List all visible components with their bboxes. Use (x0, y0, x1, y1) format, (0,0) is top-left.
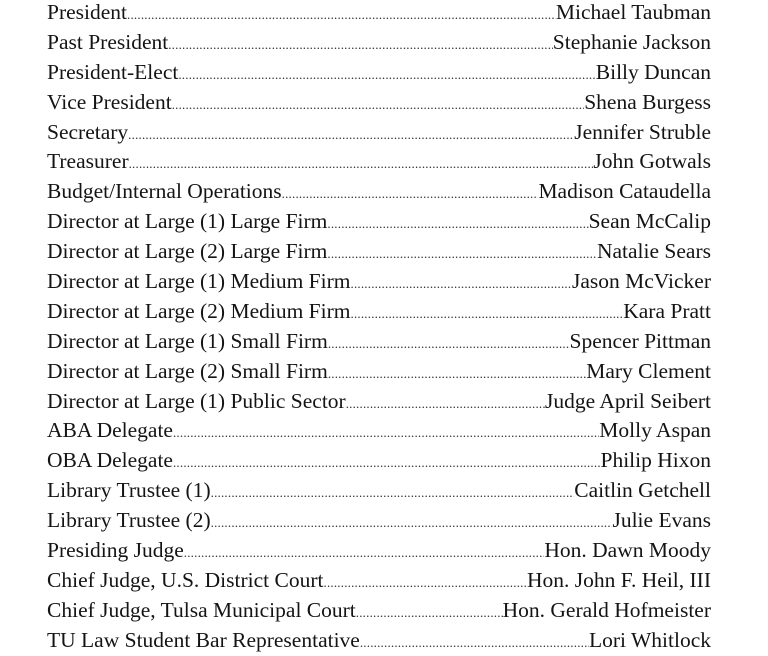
office-title: President-Elect (47, 59, 179, 84)
office-title: Director at Large (2) Small Firm (47, 358, 328, 383)
office-title: Treasurer (47, 149, 129, 174)
office-title: Library Trustee (1) (47, 478, 211, 503)
dot-leader (168, 38, 553, 51)
office-title: Library Trustee (2) (47, 508, 211, 533)
office-title: Director at Large (1) Large Firm (47, 209, 328, 234)
officer-name: Michael Taubman (555, 0, 711, 24)
dot-leader (173, 426, 599, 439)
roster-row (47, 327, 711, 357)
office-title: Director at Large (1) Small Firm (47, 328, 328, 353)
officer-name: Madison Cataudella (538, 179, 711, 204)
office-title: ABA Delegate (47, 418, 173, 443)
dot-leader (173, 456, 601, 469)
officer-name: Hon. Dawn Moody (544, 538, 711, 563)
roster-row (47, 237, 711, 267)
dot-leader (327, 217, 588, 230)
officer-name: Lori Whitlock (588, 627, 711, 652)
dot-leader (172, 98, 585, 111)
dot-leader (178, 68, 595, 81)
roster-row (47, 387, 711, 417)
officer-name: John Gotwals (593, 149, 711, 174)
officer-name: Jennifer Struble (574, 119, 711, 144)
officer-name: Hon. John F. Heil, III (527, 567, 711, 592)
dot-leader (327, 247, 597, 260)
dot-leader (184, 546, 545, 559)
officer-name: Jason McVicker (571, 269, 711, 294)
roster-row (47, 536, 711, 566)
officer-name: Spencer Pittman (569, 328, 711, 353)
officer-name: Hon. Gerald Hofmeister (502, 597, 711, 622)
roster-row (47, 177, 711, 207)
officer-name: Julie Evans (612, 508, 711, 533)
officer-roster (47, 0, 711, 656)
dot-leader (328, 337, 570, 350)
roster-row (47, 28, 711, 58)
dot-leader (282, 187, 539, 200)
officer-name: Caitlin Getchell (574, 478, 711, 503)
office-title: Presiding Judge (47, 538, 184, 563)
roster-row (47, 626, 711, 656)
office-title: TU Law Student Bar Representative (47, 627, 360, 652)
dot-leader (129, 157, 594, 170)
office-title: Director at Large (1) Medium Firm (47, 269, 351, 294)
roster-row (47, 207, 711, 237)
dot-leader (356, 606, 503, 619)
roster-row (47, 0, 711, 28)
officer-name: Natalie Sears (596, 239, 711, 264)
roster-row (47, 118, 711, 148)
office-title: Director at Large (1) Public Sector (47, 388, 346, 413)
roster-row (47, 147, 711, 177)
officer-name: Mary Clement (586, 358, 711, 383)
office-title: Secretary (47, 119, 129, 144)
roster-row (47, 88, 711, 118)
dot-leader (351, 307, 624, 320)
office-title: Director at Large (2) Large Firm (47, 239, 328, 264)
dot-leader (360, 636, 589, 649)
officer-name: Shena Burgess (584, 89, 711, 114)
roster-row (47, 566, 711, 596)
roster-row (47, 446, 711, 476)
officer-name: Billy Duncan (595, 59, 711, 84)
officer-name: Judge April Seibert (544, 388, 711, 413)
dot-leader (351, 277, 572, 290)
roster-row (47, 267, 711, 297)
dot-leader (346, 397, 545, 410)
office-title: President (47, 0, 128, 24)
dot-leader (127, 8, 556, 21)
officer-name: Kara Pratt (623, 298, 711, 323)
office-title: Budget/Internal Operations (47, 179, 282, 204)
roster-row (47, 58, 711, 88)
office-title: Vice President (47, 89, 172, 114)
dot-leader (128, 128, 574, 141)
roster-row (47, 596, 711, 626)
dot-leader (211, 486, 575, 499)
dot-leader (324, 576, 528, 589)
roster-row (47, 506, 711, 536)
dot-leader (328, 367, 586, 380)
office-title: Chief Judge, U.S. District Court (47, 567, 324, 592)
dot-leader (211, 516, 613, 529)
office-title: Past President (47, 29, 169, 54)
office-title: Director at Large (2) Medium Firm (47, 298, 351, 323)
roster-row (47, 357, 711, 387)
officer-name: Sean McCalip (588, 209, 711, 234)
roster-row (47, 297, 711, 327)
officer-name: Stephanie Jackson (552, 29, 711, 54)
officer-name: Philip Hixon (600, 448, 711, 473)
roster-row (47, 416, 711, 446)
roster-row (47, 476, 711, 506)
office-title: Chief Judge, Tulsa Municipal Court (47, 597, 356, 622)
office-title: OBA Delegate (47, 448, 173, 473)
officer-name: Molly Aspan (599, 418, 711, 443)
